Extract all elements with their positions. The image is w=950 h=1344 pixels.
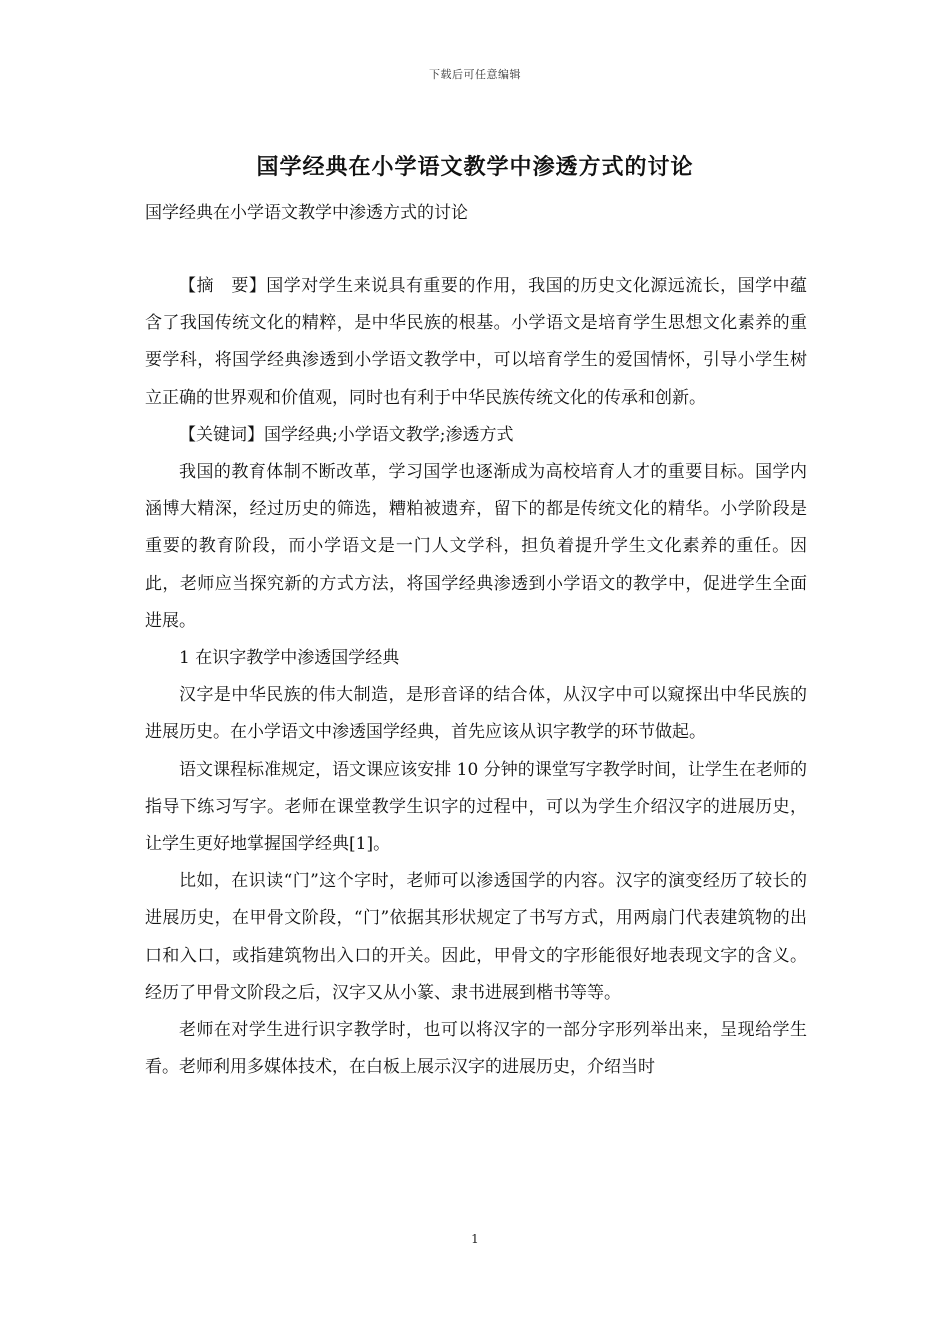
keywords-paragraph: 【关键词】国学经典;小学语文教学;渗透方式	[179, 424, 514, 445]
intro-paragraph: 我国的教育体制不断改革，学习国学也逐渐成为高校培育人才的重要目标。国学内涵博大精深，经过历史的筛选，糟粕被遗弃，留下的都是传统文化的精华。小学阶段是重要的教育阶段，而小学语文是一门人文学科，担负着提升学生文化素养的重任。因此，老师应当探究新的方式方法，将国学经典渗透到小学语文的教学中，促进学生全面进展。	[145, 462, 807, 631]
section-heading: 1 在识字教学中渗透国学经典	[179, 648, 400, 669]
document-subtitle: 国学经典在小学语文教学中渗透方式的讨论	[145, 203, 468, 223]
abstract-paragraph: 【摘 要】国学对学生来说具有重要的作用，我国的历史文化源远流长，国学中蕴含了我国传统文化的精粹，是中华民族的根基。小学语文是培育学生思想文化素养的重要学科，将国学经典渗透到小学语文教学中，可以培育学生的爱国情怀，引导小学生树立正确的世界观和价值观，同时也有利于中华民族传统文化的传承和创新。	[145, 276, 807, 408]
download-note: 下载后可任意编辑	[429, 68, 521, 81]
body-paragraph: 比如，在识读“门”这个字时，老师可以渗透国学的内容。汉字的演变经历了较长的进展历史，在甲骨文阶段，“门”依据其形状规定了书写方式，用两扇门代表建筑物的出口和入口，或指建筑物出入口的开关。因此，甲骨文的字形能很好地表现文字的含义。经历了甲骨文阶段之后，汉字又从小篆、隶书进展到楷书等等。	[145, 871, 807, 1003]
body-paragraph: 老师在对学生进行识字教学时，也可以将汉字的一部分字形列举出来，呈现给学生看。老师利用多媒体技术，在白板上展示汉字的进展历史，介绍当时	[145, 1020, 807, 1078]
body-paragraph: 语文课程标准规定，语文课应该安排 10 分钟的课堂写字教学时间，让学生在老师的指导下练习写字。老师在课堂教学生识字的过程中，可以为学生介绍汉字的进展历史，让学生更好地掌握国学经典[1]。	[145, 759, 807, 855]
document-body	[145, 268, 807, 1086]
document-title: 国学经典在小学语文教学中渗透方式的讨论	[256, 154, 694, 180]
body-paragraph: 汉字是中华民族的伟大制造，是形音译的结合体，从汉字中可以窥探出中华民族的进展历史。在小学语文中渗透国学经典，首先应该从识字教学的环节做起。	[145, 685, 807, 743]
page-number: 1	[471, 1232, 479, 1246]
